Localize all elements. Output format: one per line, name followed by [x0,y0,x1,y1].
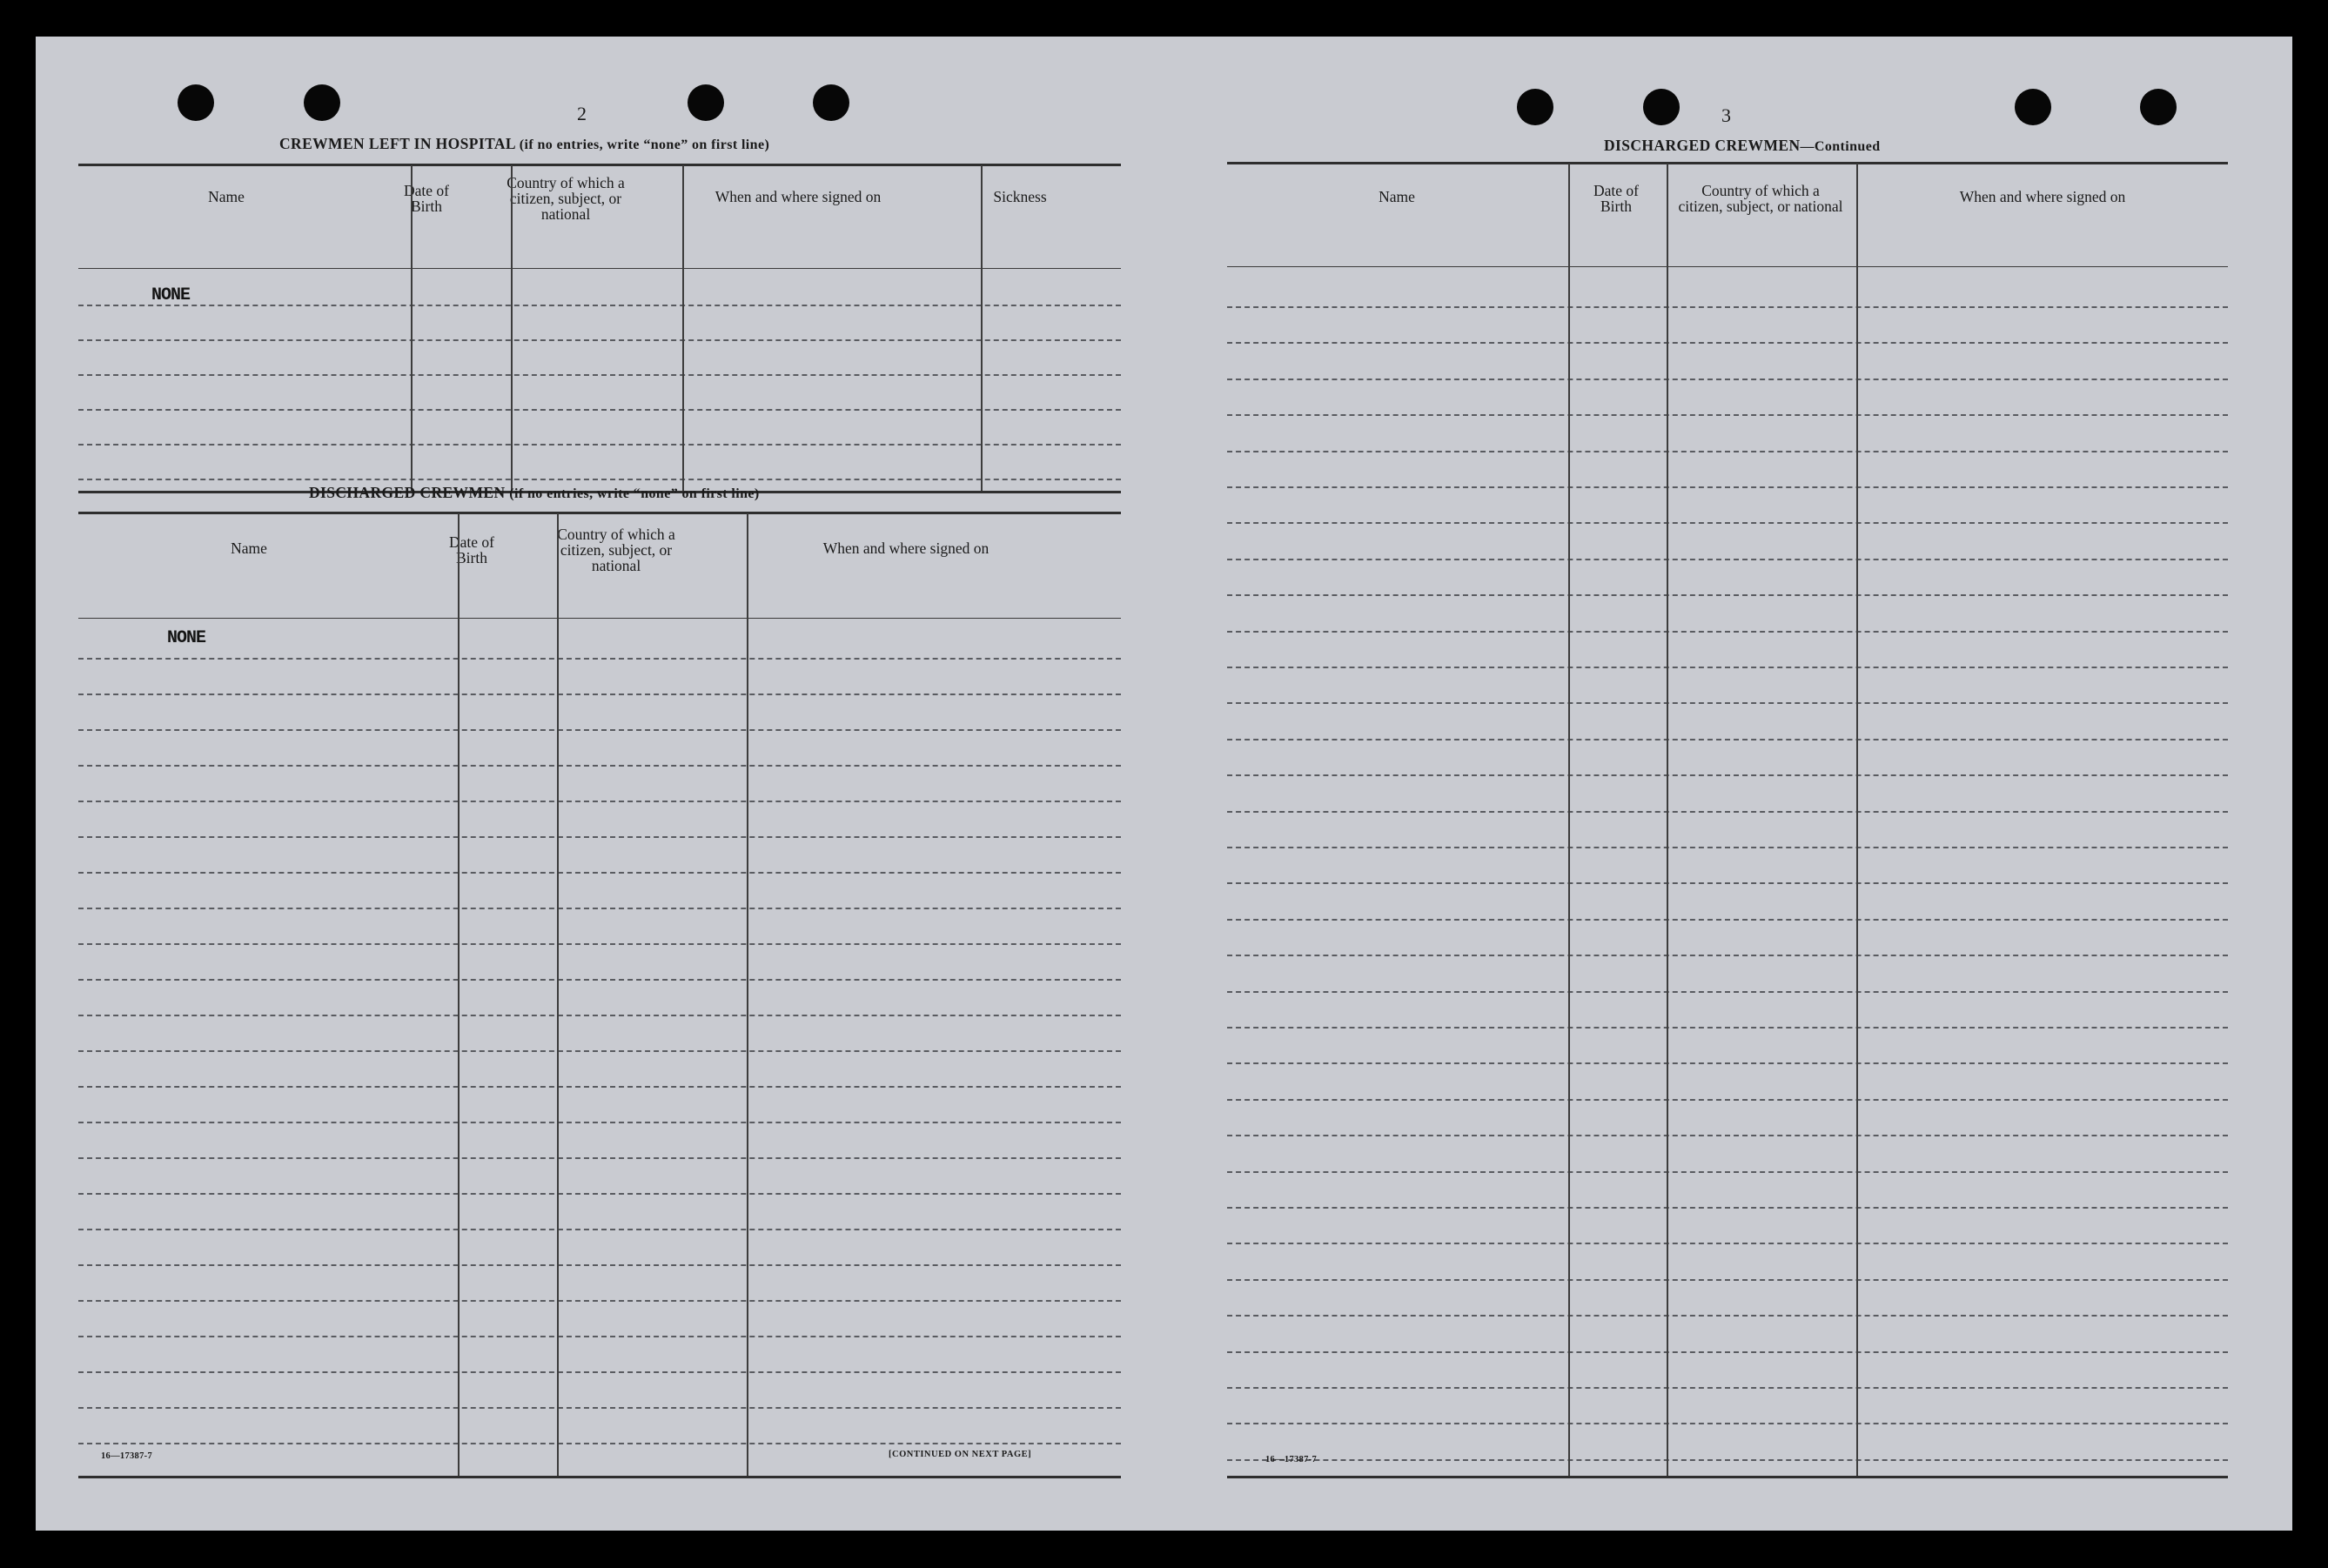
table-row-line [1227,342,2228,344]
section-instruction: (if no entries, write “none” on first line) [519,137,770,152]
punch-hole-icon [813,84,849,121]
col-header-date-of-birth: Date of Birth [1593,182,1639,215]
table-row-line [1227,991,2228,993]
table-row-line [1227,1099,2228,1101]
section-title-text: DISCHARGED CREWMEN [309,484,506,501]
table-row-line [78,374,1121,376]
punch-hole-icon [1643,89,1680,125]
table-row-line [1227,1315,2228,1317]
table-row-line [78,1264,1121,1266]
table-row-line [78,1086,1121,1088]
table-row-line [1227,1279,2228,1281]
table-row-line [78,694,1121,695]
table-row-line [78,1407,1121,1409]
table-row-line [1227,847,2228,848]
column-divider [981,165,983,491]
table-row-line [78,908,1121,909]
left-page [36,37,1164,1531]
table-row-line [78,836,1121,838]
column-divider [458,513,460,1476]
punch-hole-icon [688,84,724,121]
col-header-when-where: When and where signed on [822,539,990,557]
table-bottom-rule [1227,1476,2228,1478]
col-header-when-where: When and where signed on [1959,188,2126,205]
table-header-rule [78,268,1121,269]
continued-note: [CONTINUED ON NEXT PAGE] [889,1450,1032,1459]
form-sheet [36,37,2292,1531]
table-row-line [1227,955,2228,956]
table-row-line [1227,919,2228,921]
table-row-line [78,1050,1121,1052]
table-row-line [1227,811,2228,813]
punch-hole-icon [304,84,340,121]
table-row-line [78,1157,1121,1159]
table-row-line [1227,1027,2228,1029]
table-row-line [78,943,1121,945]
table-row-line [1227,1135,2228,1136]
column-divider [747,513,748,1476]
table-row-line [1227,486,2228,488]
table-row-line [78,409,1121,411]
table-row-line [78,801,1121,802]
table-row-line [1227,379,2228,380]
table-row-line [1227,631,2228,633]
table-header-rule [78,618,1121,619]
punch-hole-icon [1517,89,1553,125]
col-header-date-of-birth: Date of Birth [404,182,449,215]
table-row-line [1227,1423,2228,1424]
table-row-line [78,979,1121,981]
table-row-line [1227,774,2228,776]
column-divider [1568,164,1570,1476]
table-row-line [78,1122,1121,1123]
table-row-line [1227,1171,2228,1173]
table-row-line [78,305,1121,306]
punch-hole-icon [2015,89,2051,125]
col-header-sickness: Sickness [993,188,1047,205]
table-row-line [78,872,1121,874]
col-header-country: Country of which a citizen, subject, or national [557,526,675,574]
column-divider [511,165,513,491]
discharged-continued-title [1604,137,1881,155]
col-header-when-where: When and where signed on [715,188,882,205]
col-header-date-of-birth: Date of Birth [449,533,494,566]
table-row-line [1227,306,2228,308]
col-header-country: Country of which a citizen, subject, or national [507,174,625,223]
table-row-line [78,339,1121,341]
punch-hole-icon [2140,89,2177,125]
table-top-rule [1227,162,2228,164]
column-divider [682,165,684,491]
table-row-line [78,479,1121,480]
hospital-table [78,164,1121,493]
table-row-line [78,1229,1121,1230]
col-header-country: Country of which a citizen, subject, or national [1678,182,1843,215]
column-divider [557,513,559,1476]
table-row-line [1227,1351,2228,1353]
col-header-name: Name [1379,188,1415,205]
table-row-line [1227,1387,2228,1389]
table-row-line [1227,1207,2228,1209]
form-number: 16—17387-7 [101,1451,152,1461]
section-instruction: (if no entries, write “none” on first line) [509,486,760,501]
table-row-line [1227,1062,2228,1064]
right-page [1164,37,2292,1531]
col-header-name: Name [208,188,245,205]
table-top-rule [78,164,1121,166]
discharged-continued-table [1227,162,2228,1489]
table-row-line [78,1336,1121,1337]
table-row-line [78,1443,1121,1444]
table-row-line [1227,739,2228,740]
discharged-entry: NONE [167,628,206,648]
table-row-line [78,729,1121,731]
table-row-line [78,444,1121,446]
punch-hole-icon [178,84,214,121]
table-top-rule [78,512,1121,514]
table-row-line [78,1193,1121,1195]
table-row-line [1227,702,2228,704]
table-row-line [78,765,1121,767]
table-row-line [1227,522,2228,524]
column-divider [1667,164,1668,1476]
table-row-line [1227,451,2228,452]
table-row-line [78,1371,1121,1373]
form-number: 16—17387-7 [1265,1455,1317,1464]
table-row-line [78,1015,1121,1016]
hospital-section-title [279,135,769,153]
table-row-line [1227,882,2228,884]
section-title-suffix: —Continued [1800,139,1881,154]
table-row-line [1227,414,2228,416]
hospital-entry: NONE [151,285,191,305]
page-number: 3 [1721,104,1731,126]
column-divider [1856,164,1858,1476]
section-title-text: DISCHARGED CREWMEN [1604,137,1801,154]
table-row-line [1227,1459,2228,1461]
column-divider [411,165,413,491]
table-row-line [1227,594,2228,596]
page-number: 2 [577,103,587,124]
table-row-line [78,658,1121,660]
col-header-name: Name [231,539,267,557]
discharged-table [78,512,1121,1486]
discharged-section-title [309,484,760,502]
table-row-line [1227,559,2228,560]
table-row-line [78,1300,1121,1302]
table-header-rule [1227,266,2228,267]
section-title-text: CREWMEN LEFT IN HOSPITAL [279,135,516,152]
table-bottom-rule [78,1476,1121,1478]
table-row-line [1227,1243,2228,1244]
table-row-line [1227,667,2228,668]
